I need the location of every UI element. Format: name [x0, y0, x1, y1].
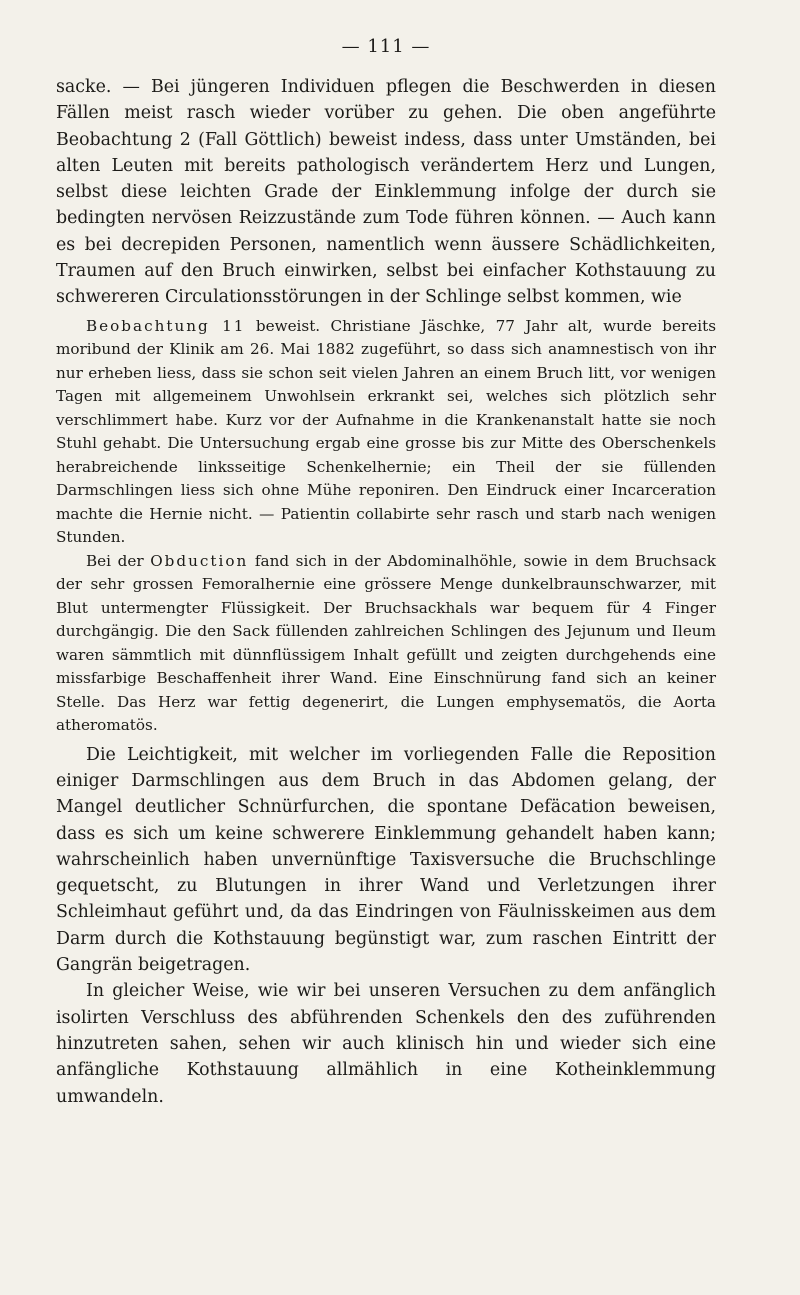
- paragraph-discussion: Die Leichtigkeit, mit welcher im vorliegenden Falle die Reposition einiger Darmschlingen aus dem Bruch in das Abdomen gelang, der Mangel deutlicher Schnürfurchen, die spontane Defäcation beweisen, dass es sich um keine schwerere Einklemmung gehandelt haben kann; wahrscheinlich haben unvernünftige Taxisversuche die Bruchschlinge gequetscht, zu Blutungen in ihrer Wand und Verletzungen ihrer Schleimhaut geführt und, da das Eindringen von Fäulnisskeimen aus dem Darm durch die Kothstauung begünstigt war, zum raschen Eintritt der Gangrän beigetragen.: [56, 744, 716, 976]
- paragraph-conclusion: In gleicher Weise, wie wir bei unseren Versuchen zu dem anfänglich isolirten Verschluss des abführenden Schenkels den des zuführenden hinzutreten sahen, sehen wir auch klinisch hin und wieder sich eine anfängliche Kothstauung allmählich in eine Kotheinklemmung umwandeln.: [56, 981, 716, 1107]
- autopsy-label: Obduction: [150, 551, 249, 570]
- paragraph-intro: sacke. — Bei jüngeren Individuen pflegen die Beschwerden in diesen Fällen meist rasch wieder vorüber zu gehen. Die oben angeführte Beobachtung 2 (Fall Göttlich) beweist indess, dass unter Umständen, bei alten Leuten mit bereits pathologisch verändertem Herz und Lungen, selbst diese leichten Grade der Einklemmung infolge der durch sie bedingten nervösen Reizzustände zum Tode führen können. — Auch kann es bei decrepiden Personen, namentlich wenn äussere Schädlichkeiten, Traumen auf den Bruch einwirken, selbst bei einfacher Kothstauung zu schwereren Circulationsstörungen in der Schlinge selbst kommen, wie: [56, 77, 716, 308]
- page-number: — 111 —: [341, 36, 431, 57]
- autopsy-prefix: Bei der: [86, 551, 151, 570]
- case-text: beweist. Christiane Jäschke, 77 Jahr alt, wurde bereits moribund der Klinik am 26. Mai 1882 zugeführt, so dass sich anamnestisch von ihr nur erheben liess, dass sie schon seit vielen Jahren an einem Bruch litt, vor wenigen Tagen mit allgemeinem Unwohlsein erkrankt sei, welches sich plötzlich sehr verschlimmert habe. Kurz vor der Aufnahme in die Krankenanstalt hatte sie noch Stuhl gehabt. Die Untersuchung ergab eine grosse bis zur Mitte des Oberschenkels herabreichende linksseitige Schenkelhernie; ein Theil der sie füllenden Darmschlingen liess sich ohne Mühe reponiren. Den Eindruck einer Incarceration machte die Hernie nicht. — Patientin collabirte sehr rasch und starb nach wenigen Stunden.: [56, 316, 716, 547]
- case-label: Beobachtung 11: [86, 316, 246, 335]
- autopsy-text: fand sich in der Abdominalhöhle, sowie in dem Bruchsack der sehr grossen Femoralhernie eine grössere Menge dunkelbraunschwarzer, mit Blut untermengter Flüssigkeit. Der Bruchsackhals war bequem für 4 Finger durchgängig. Die den Sack füllenden zahlreichen Schlingen des Jejunum und Ileum waren sämmtlich mit dünnflüssigem Inhalt gefüllt und zeigten durchgehends eine missfarbige Beschaffenheit ihrer Wand. Eine Einschnürung fand sich an keiner Stelle. Das Herz war fettig degenerirt, die Lungen emphysematös, die Aorta atheromatös.: [56, 551, 716, 735]
- paragraph-case-report: [56, 315, 716, 550]
- paragraph-autopsy: [56, 550, 716, 738]
